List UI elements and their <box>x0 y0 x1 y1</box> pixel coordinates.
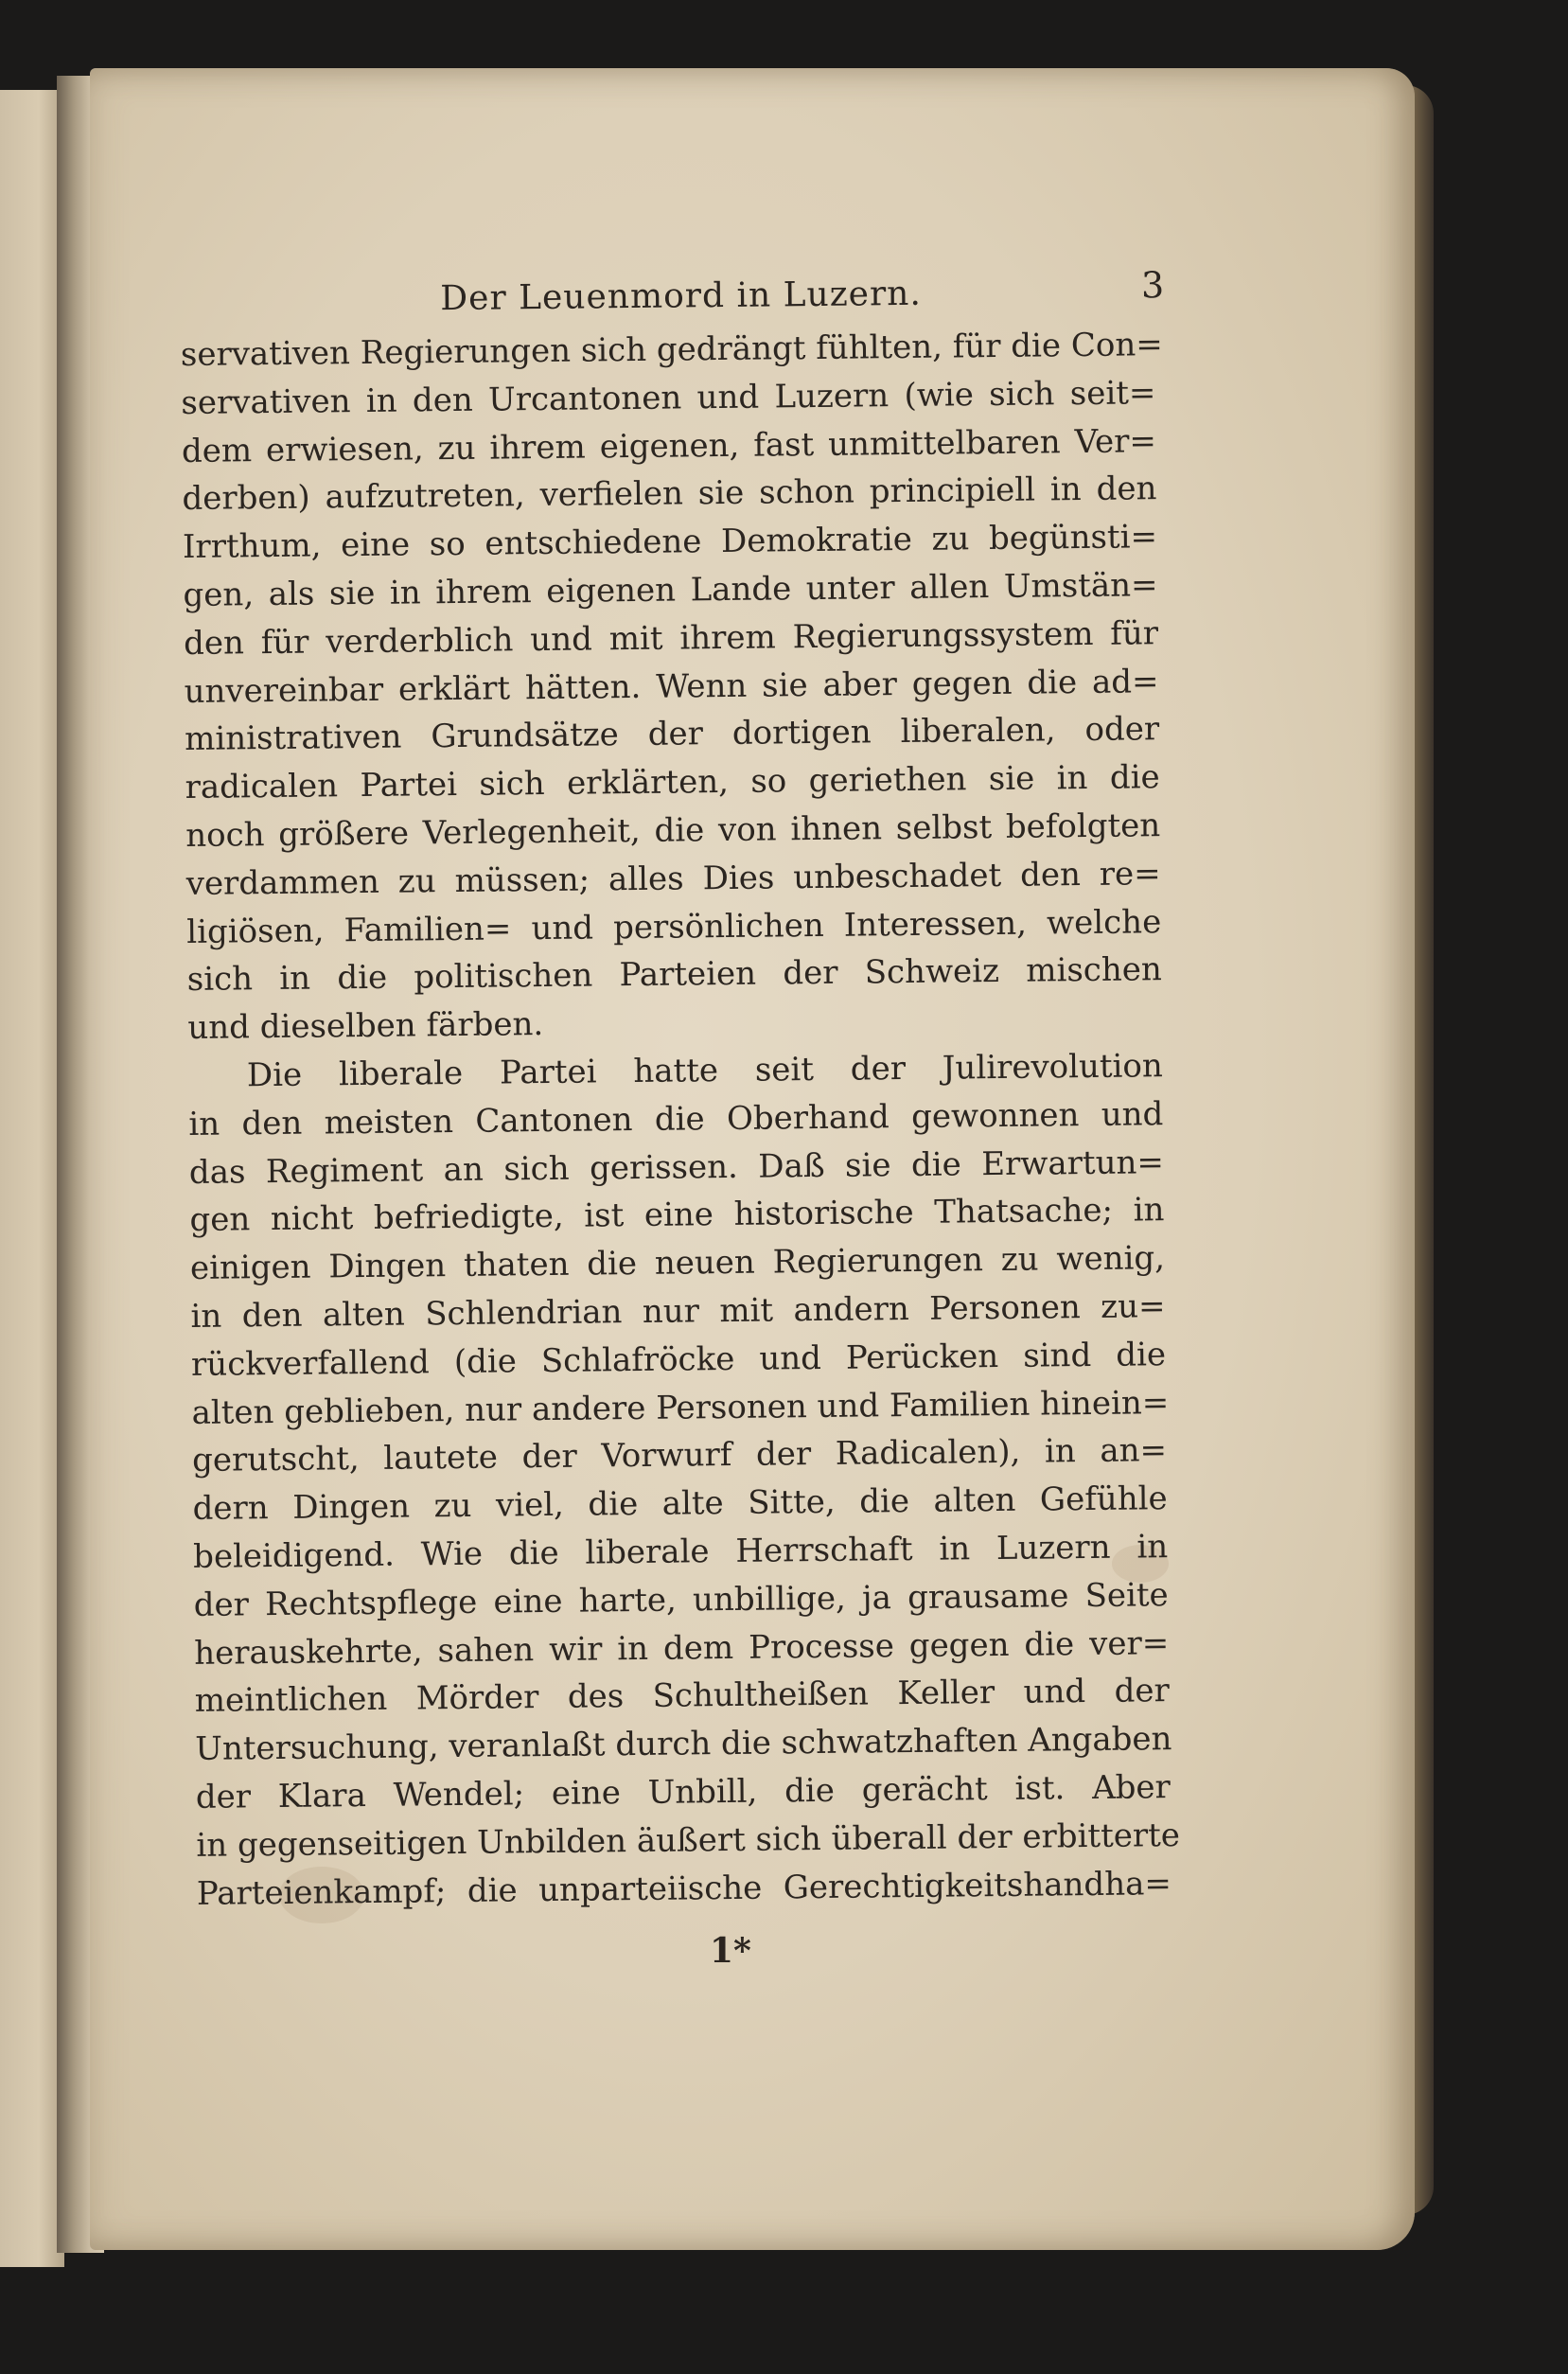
text-line: in gegenseitigen Unbilden äußert sich überall der erbitterte <box>196 1816 1181 1865</box>
text-line: servativen Regierungen sich gedrängt fühlten, für die Con= <box>180 326 1163 374</box>
body-text <box>180 321 1181 1918</box>
page-number: 3 <box>1140 264 1165 307</box>
text-line: gen, als sie in ihrem eigenen Lande unter allen Umstän= <box>183 566 1158 614</box>
page-text <box>180 264 1181 1918</box>
text-line: dem erwiesen, zu ihrem eigenen, fast unmittelbaren Ver= <box>181 421 1157 470</box>
text-line: gen nicht befriedigte, ist eine historische Thatsache; in <box>189 1191 1165 1240</box>
text-line: gerutscht, lautete der Vorwurf der Radicalen), in an= <box>191 1431 1168 1480</box>
text-line: das Regiment an sich gerissen. Daß sie die Erwartun= <box>188 1143 1165 1192</box>
running-title: Der Leuenmord in Luzern. <box>440 274 923 319</box>
text-line: Irrthum, eine so entschiedene Demokratie zu begünsti= <box>182 518 1158 567</box>
text-line: in den meisten Cantonen die Oberhand gewonnen und <box>188 1094 1164 1143</box>
text-line: servativen in den Urcantonen und Luzern (wie sich seit= <box>181 374 1156 422</box>
text-line: beleidigend. Wie die liberale Herrschaft in Luzern in <box>192 1528 1169 1576</box>
text-line: ministrativen Grundsätze der dortigen liberalen, oder <box>184 710 1160 759</box>
text-line: der Rechtspflege eine harte, unbillige, ja grausame Seite <box>193 1575 1169 1624</box>
text-line: sich in die politischen Parteien der Schweiz mischen <box>186 950 1162 1000</box>
text-line: derben) aufzutreten, verfielen sie schon principiell in den <box>182 469 1157 519</box>
text-line: der Klara Wendel; eine Unbill, die gerächt ist. Aber <box>195 1768 1172 1816</box>
text-line: radicalen Partei sich erklärten, so geriethen sie in die <box>185 758 1160 807</box>
text-line: den für verderblich und mit ihrem Regierungssystem für <box>183 613 1159 663</box>
text-line: in den alten Schlendrian nur mit andern Personen zu= <box>190 1287 1166 1336</box>
facing-page-edge <box>0 90 64 2267</box>
text-line: Die liberale Partei hatte seit der Julirevolution <box>246 1047 1164 1095</box>
text-line: Untersuchung, veranlaßt durch die schwatzhaften Angaben <box>195 1720 1172 1769</box>
text-line: ligiösen, Familien= und persönlichen Interessen, welche <box>186 902 1162 951</box>
text-line: Parteienkampf; die unparteiische Gerechtigkeitshandha= <box>196 1864 1172 1913</box>
text-line: unvereinbar erklärt hätten. Wenn sie aber gegen die ad= <box>184 662 1159 711</box>
signature-mark: 1* <box>710 1931 751 1971</box>
text-line: und dieselben färben. <box>187 1005 544 1048</box>
text-line: einigen Dingen thaten die neuen Regierungen zu wenig, <box>189 1239 1166 1288</box>
text-line: rückverfallend (die Schlafröcke und Perücken sind die <box>190 1335 1167 1384</box>
text-line: dern Dingen zu viel, die alte Sitte, die alten Gefühle <box>192 1479 1168 1529</box>
text-line: noch größere Verlegenheit, die von ihnen selbst befolgten <box>185 806 1161 855</box>
text-line: meintlichen Mörder des Schultheißen Keller und der <box>194 1672 1170 1721</box>
running-head <box>180 264 1165 331</box>
text-line: alten geblieben, nur andere Personen und Familien hinein= <box>191 1383 1170 1432</box>
text-line: verdammen zu müssen; alles Dies unbeschadet den re= <box>185 854 1161 903</box>
text-line: herauskehrte, sahen wir in dem Processe gegen die ver= <box>194 1623 1170 1673</box>
